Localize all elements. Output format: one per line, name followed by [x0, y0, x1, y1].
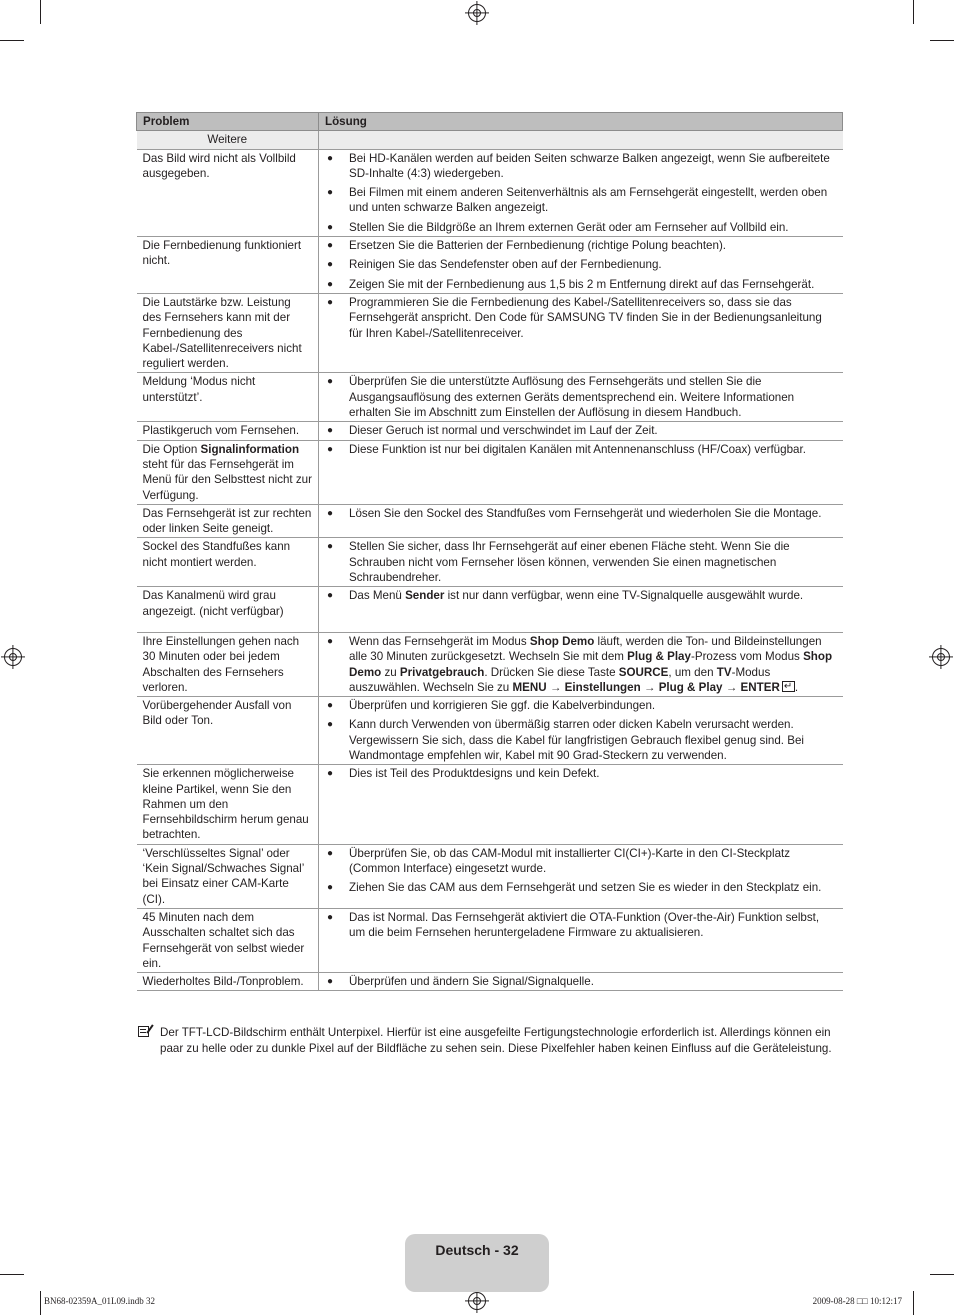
list-item: ● Überprüfen Sie die unterstützte Auflösung des Fernsehgeräts und stellen Sie die Ausgangsauflösung des externen Geräts dementsprechend ein. Weitere Informationen erhalten Sie im Abschnitt zum Einstellen der Auflösung in diesem Handbuch.: [325, 374, 837, 420]
table-row: [137, 587, 843, 633]
problem-cell: 45 Minuten nach dem Ausschalten schaltet sich das Fernsehgerät von selbst wieder ein.: [137, 908, 319, 972]
solution-cell: [319, 632, 843, 696]
problem-cell: Das Kanalmenü wird grau angezeigt. (nicht verfügbar): [137, 587, 319, 633]
note-icon: [138, 1026, 149, 1037]
list-item: ● Ziehen Sie das CAM aus dem Fernsehgerät und setzen Sie es wieder in den Steckplatz ein.: [325, 880, 837, 895]
list-item: ● Stellen Sie sicher, dass Ihr Fernsehgerät auf einer ebenen Fläche steht. Wenn Sie die Schrauben nicht vom Fernseher lösen können, verwenden Sie einen magnetischen Schraubendreher.: [325, 539, 837, 585]
solution-cell: [319, 908, 843, 972]
registration-mark-icon: [468, 1292, 486, 1310]
enter-icon: [782, 681, 795, 692]
table-row: [137, 149, 843, 236]
registration-mark-icon: [468, 4, 486, 22]
crop-mark: [0, 1274, 24, 1275]
registration-mark-icon: [932, 648, 950, 666]
table-row: [137, 422, 843, 440]
solution-cell: [319, 697, 843, 765]
problem-cell: Die Fernbedienung funktioniert nicht.: [137, 237, 319, 294]
print-slug-datetime: 2009-08-28 □□ 10:12:17: [812, 1296, 902, 1306]
list-item: ● Das ist Normal. Das Fernsehgerät aktiviert die OTA-Funktion (Over-the-Air) Funktion selbst, um die beim Fernsehen heruntergeladene Firmware zu aktualisieren.: [325, 910, 837, 941]
list-item: ● Bei Filmen mit einem anderen Seitenverhältnis als am Fernsehgerät eingestellt, werden oben und unten schwarze Balken angezeigt.: [325, 185, 837, 216]
solution-cell: [319, 504, 843, 538]
problem-cell: ‘Verschlüsseltes Signal’ oder ‘Kein Signal/Schwaches Signal’ bei Einsatz einer CAM-Karte (CI).: [137, 844, 319, 908]
table-row: [137, 765, 843, 844]
list-item: ● Reinigen Sie das Sendefenster oben auf der Fernbedienung.: [325, 257, 837, 272]
print-slug-file: BN68-02359A_01L09.indb 32: [44, 1296, 155, 1306]
solution-cell: [319, 293, 843, 372]
registration-mark-icon: [4, 648, 22, 666]
problem-cell: Ihre Einstellungen gehen nach 30 Minuten oder bei jedem Abschalten des Fernsehers verloren.: [137, 632, 319, 696]
table-row: [137, 697, 843, 765]
solution-cell: [319, 440, 843, 504]
page-number: Deutsch - 32: [435, 1242, 519, 1258]
table-row: [137, 440, 843, 504]
table-header: [137, 113, 843, 131]
list-item: ● Wenn das Fernsehgerät im Modus Shop Demo läuft, werden die Ton- und Bildeinstellungen alle 30 Minuten zurückgesetzt. Wechseln Sie mit dem Plug & Play-Prozess vom Modus Shop Demo zu Privatgebrauch. Drücken Sie diese Taste SOURCE, um den TV-Modus auszuwählen. Wechseln Sie zu MENU → Einstellungen → Plug & Play → ENTER↵ .: [325, 634, 837, 695]
category-row: [137, 131, 843, 149]
problem-cell: Plastikgeruch vom Fernsehen.: [137, 422, 319, 440]
problem-cell: Die Option Signalinformation steht für das Fernsehgerät im Menü für den Selbsttest nicht zur Verfügung.: [137, 440, 319, 504]
note-text: Der TFT-LCD-Bildschirm enthält Unterpixel. Hierfür ist eine ausgefeilte Fertigungstechnologie erforderlich ist. Allerdings können ein paar zu helle oder zu dunkle Pixel auf der Bildfläche zu sehen sein. Diese Pixelfehler haben keinen Einfluss auf die Geräteleistung.: [160, 1026, 832, 1055]
category-label: Weitere: [137, 131, 319, 149]
problem-cell: Sockel des Standfußes kann nicht montiert werden.: [137, 538, 319, 587]
table-row: [137, 844, 843, 908]
column-header-problem: Problem: [137, 113, 319, 131]
list-item: ● Zeigen Sie mit der Fernbedienung aus 1,5 bis 2 m Entfernung direkt auf das Fernsehgerät.: [325, 277, 837, 292]
solution-cell: [319, 422, 843, 440]
table-row: [137, 504, 843, 538]
table-row: [137, 538, 843, 587]
table-row: [137, 632, 843, 696]
crop-mark: [0, 40, 24, 41]
page-number-tab: [405, 1234, 549, 1292]
crop-mark: [40, 0, 41, 24]
problem-cell: Meldung ‘Modus nicht unterstützt’.: [137, 373, 319, 422]
problem-cell: Das Bild wird nicht als Vollbild ausgegeben.: [137, 149, 319, 236]
table-row: [137, 908, 843, 972]
solution-cell: [319, 149, 843, 236]
list-item: ● Dieser Geruch ist normal und verschwindet im Lauf der Zeit.: [325, 423, 837, 438]
list-item: ● Überprüfen und korrigieren Sie ggf. die Kabelverbindungen.: [325, 698, 837, 713]
problem-cell: Die Lautstärke bzw. Leistung des Fernsehers kann mit der Fernbedienung des Kabel-/Satellitenreceivers nicht reguliert werden.: [137, 293, 319, 372]
list-item: ● Das Menü Sender ist nur dann verfügbar, wenn eine TV-Signalquelle ausgewählt wurde.: [325, 588, 837, 603]
list-item: ● Programmieren Sie die Fernbedienung des Kabel-/Satellitenreceivers so, dass sie das Fernsehgerät anspricht. Den Code für SAMSUNG TV finden Sie in der Bedienungsanleitung für Ihren Kabel-/Satellitenreceiver.: [325, 295, 837, 341]
table-row: [137, 373, 843, 422]
crop-mark: [913, 0, 914, 24]
crop-mark: [930, 1274, 954, 1275]
solution-cell: [319, 373, 843, 422]
troubleshooting-table: [136, 112, 843, 991]
problem-cell: Vorübergehender Ausfall von Bild oder Ton.: [137, 697, 319, 765]
crop-mark: [40, 1291, 41, 1315]
crop-mark: [930, 40, 954, 41]
list-item: ● Überprüfen Sie, ob das CAM-Modul mit installierter CI(CI+)-Karte in den CI-Steckplatz (Common Interface) eingesetzt wurde.: [325, 846, 837, 877]
list-item: ● Dies ist Teil des Produktdesigns und kein Defekt.: [325, 766, 837, 781]
solution-cell: [319, 587, 843, 633]
list-item: ● Bei HD-Kanälen werden auf beiden Seiten schwarze Balken angezeigt, wenn Sie aufbereitete SD-Inhalte (4:3) wiedergeben.: [325, 151, 837, 182]
problem-cell: Sie erkennen möglicherweise kleine Partikel, wenn Sie den Rahmen um den Fernsehbildschirm herum genau betrachten.: [137, 765, 319, 844]
column-header-solution: Lösung: [319, 113, 843, 131]
solution-cell: [319, 973, 843, 991]
list-item: ● Überprüfen und ändern Sie Signal/Signalquelle.: [325, 974, 837, 989]
list-item: ● Diese Funktion ist nur bei digitalen Kanälen mit Antennenanschluss (HF/Coax) verfügbar.: [325, 442, 837, 457]
problem-cell: Wiederholtes Bild-/Tonproblem.: [137, 973, 319, 991]
note-block: [138, 1025, 838, 1056]
table-row: [137, 973, 843, 991]
problem-cell: Das Fernsehgerät ist zur rechten oder linken Seite geneigt.: [137, 504, 319, 538]
solution-cell: [319, 844, 843, 908]
solution-cell: [319, 237, 843, 294]
table-row: [137, 237, 843, 294]
list-item: ● Lösen Sie den Sockel des Standfußes vom Fernsehgerät und wiederholen Sie die Montage.: [325, 506, 837, 521]
table-row: [137, 293, 843, 372]
solution-cell: [319, 765, 843, 844]
solution-cell: [319, 538, 843, 587]
crop-mark: [913, 1291, 914, 1315]
list-item: ● Kann durch Verwenden von übermäßig starren oder dicken Kabeln verursacht werden. Vergewissern Sie sich, dass die Kabel für langfristigen Gebrauch flexibel genug sind. Bei Wandmontage empfehlen wir, Kabel mit 90 Grad-Steckern zu verwenden.: [325, 717, 837, 763]
list-item: ● Ersetzen Sie die Batterien der Fernbedienung (richtige Polung beachten).: [325, 238, 837, 253]
list-item: ● Stellen Sie die Bildgröße an Ihrem externen Gerät oder am Fernseher auf Vollbild ein.: [325, 220, 837, 235]
